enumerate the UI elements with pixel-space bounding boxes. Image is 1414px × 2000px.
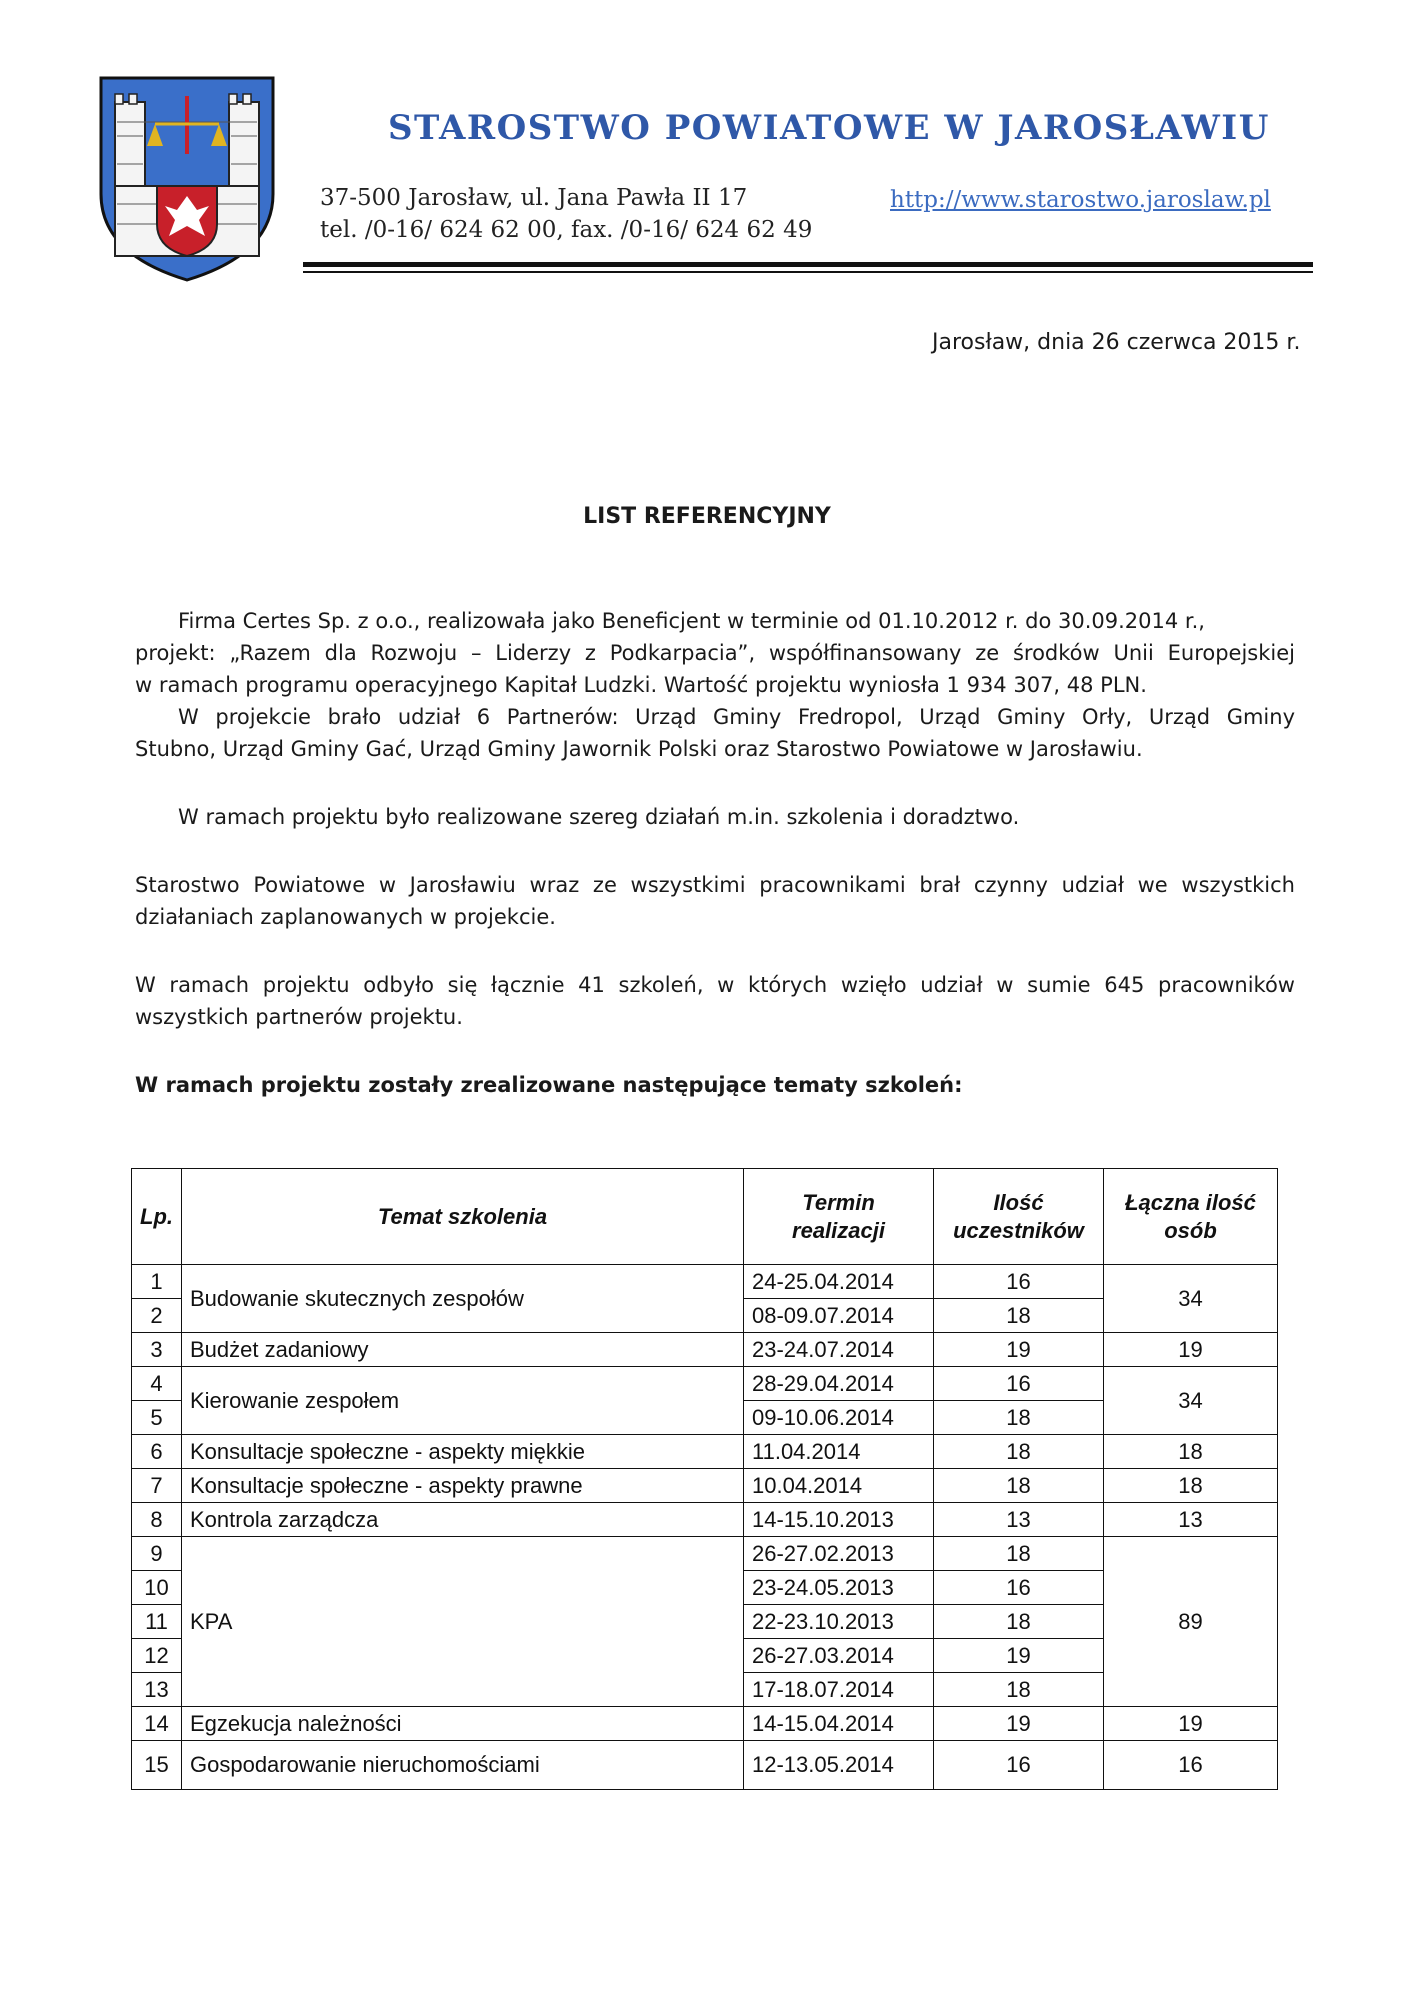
row-topic: KPA: [182, 1537, 744, 1707]
row-topic: Konsultacje społeczne - aspekty miękkie: [182, 1435, 744, 1469]
paragraph-4-line-1: Starostwo Powiatowe w Jarosławiu wraz ze wszystkimi pracownikami brał czynny udział we wszystkich: [135, 873, 1295, 897]
office-address: 37-500 Jarosław, ul. Jana Pawła II 17: [320, 185, 748, 211]
row-topic: Kontrola zarządcza: [182, 1503, 744, 1537]
header-term: [744, 1169, 934, 1265]
header-total-line-2: osób: [1164, 1217, 1217, 1243]
header-total-line-1: Łączna ilość: [1125, 1189, 1256, 1215]
row-lp: 15: [132, 1741, 182, 1790]
row-date: 28-29.04.2014: [744, 1367, 934, 1401]
row-participants: 13: [934, 1503, 1104, 1537]
row-participants: 18: [934, 1673, 1104, 1707]
row-participants: 19: [934, 1639, 1104, 1673]
header-rule-thick: [303, 262, 1313, 267]
header-participants-line-2: uczestników: [953, 1217, 1084, 1243]
row-lp: 2: [132, 1299, 182, 1333]
table-row: [132, 1741, 1278, 1790]
row-date: 10.04.2014: [744, 1469, 934, 1503]
row-participants: 16: [934, 1741, 1104, 1790]
row-participants: 18: [934, 1469, 1104, 1503]
row-lp: 3: [132, 1333, 182, 1367]
header-lp: Lp.: [132, 1169, 182, 1265]
row-lp: 4: [132, 1367, 182, 1401]
table-row: [132, 1469, 1278, 1503]
office-name: STAROSTWO POWIATOWE W JAROSŁAWIU: [388, 108, 1270, 148]
table-row: [132, 1707, 1278, 1741]
table-row: [132, 1333, 1278, 1367]
row-lp: 8: [132, 1503, 182, 1537]
row-date: 26-27.03.2014: [744, 1639, 934, 1673]
row-lp: 5: [132, 1401, 182, 1435]
row-total: 18: [1104, 1435, 1278, 1469]
letter-date: Jarosław, dnia 26 czerwca 2015 r.: [932, 330, 1301, 355]
header-rule-thin: [303, 271, 1313, 273]
table-header-row: [132, 1169, 1278, 1265]
header-term-line-1: Termin: [802, 1189, 875, 1215]
row-participants: 19: [934, 1707, 1104, 1741]
row-participants: 18: [934, 1401, 1104, 1435]
paragraph-2-line-1: W projekcie brało udział 6 Partnerów: Urząd Gminy Fredropol, Urząd Gminy Orły, Urząd Gminy: [178, 705, 1295, 729]
row-topic: Kierowanie zespołem: [182, 1367, 744, 1435]
row-total: 89: [1104, 1537, 1278, 1707]
paragraph-4-line-2: działaniach zaplanowanych w projekcie.: [135, 905, 556, 929]
row-date: 26-27.02.2013: [744, 1537, 934, 1571]
row-date: 23-24.05.2013: [744, 1571, 934, 1605]
row-lp: 9: [132, 1537, 182, 1571]
row-participants: 16: [934, 1367, 1104, 1401]
row-lp: 1: [132, 1265, 182, 1299]
row-lp: 7: [132, 1469, 182, 1503]
paragraph-1-line-1: Firma Certes Sp. z o.o., realizowała jako Beneficjent w terminie od 01.10.2012 r. do 30.09.2014 r.,: [178, 609, 1205, 633]
trainings-table: [131, 1168, 1278, 1790]
row-lp: 12: [132, 1639, 182, 1673]
row-lp: 13: [132, 1673, 182, 1707]
row-participants: 18: [934, 1605, 1104, 1639]
table-row: [132, 1503, 1278, 1537]
table-row: [132, 1265, 1278, 1299]
row-topic: Budowanie skutecznych zespołów: [182, 1265, 744, 1333]
row-total: 34: [1104, 1367, 1278, 1435]
row-date: 11.04.2014: [744, 1435, 934, 1469]
row-total: 16: [1104, 1741, 1278, 1790]
row-lp: 11: [132, 1605, 182, 1639]
table-row: [132, 1537, 1278, 1571]
row-lp: 10: [132, 1571, 182, 1605]
row-date: 22-23.10.2013: [744, 1605, 934, 1639]
office-phone-fax: tel. /0-16/ 624 62 00, fax. /0-16/ 624 62 49: [320, 217, 813, 243]
row-date: 08-09.07.2014: [744, 1299, 934, 1333]
row-date: 17-18.07.2014: [744, 1673, 934, 1707]
row-topic: Egzekucja należności: [182, 1707, 744, 1741]
row-lp: 6: [132, 1435, 182, 1469]
header-participants: [934, 1169, 1104, 1265]
paragraph-1-line-3: w ramach programu operacyjnego Kapitał Ludzki. Wartość projektu wyniosła 1 934 307, 48 PLN.: [135, 673, 1147, 697]
row-total: 19: [1104, 1707, 1278, 1741]
row-date: 14-15.04.2014: [744, 1707, 934, 1741]
row-total: 13: [1104, 1503, 1278, 1537]
coat-of-arms-logo: [97, 74, 277, 284]
row-participants: 18: [934, 1299, 1104, 1333]
row-date: 24-25.04.2014: [744, 1265, 934, 1299]
header-topic: Temat szkolenia: [182, 1169, 744, 1265]
row-total: 19: [1104, 1333, 1278, 1367]
office-website-link[interactable]: http://www.starostwo.jaroslaw.pl: [890, 187, 1271, 213]
row-date: 14-15.10.2013: [744, 1503, 934, 1537]
document-title: LIST REFERENCYJNY: [583, 504, 831, 529]
row-participants: 16: [934, 1265, 1104, 1299]
row-participants: 19: [934, 1333, 1104, 1367]
header-term-line-2: realizacji: [792, 1217, 885, 1243]
row-date: 12-13.05.2014: [744, 1741, 934, 1790]
header-total: [1104, 1169, 1278, 1265]
paragraph-1-line-2: projekt: „Razem dla Rozwoju – Liderzy z Podkarpacia”, współfinansowany ze środków Unii Europejskiej: [135, 641, 1295, 665]
row-lp: 14: [132, 1707, 182, 1741]
paragraph-5-line-2: wszystkich partnerów projektu.: [135, 1005, 463, 1029]
table-heading: W ramach projektu zostały zrealizowane następujące tematy szkoleń:: [135, 1073, 963, 1097]
row-date: 09-10.06.2014: [744, 1401, 934, 1435]
paragraph-2-line-2: Stubno, Urząd Gminy Gać, Urząd Gminy Jawornik Polski oraz Starostwo Powiatowe w Jarosławiu.: [135, 737, 1143, 761]
header-participants-line-1: Ilość: [993, 1189, 1044, 1215]
paragraph-5-line-1: W ramach projektu odbyło się łącznie 41 szkoleń, w których wzięło udział w sumie 645 pracowników: [135, 973, 1295, 997]
row-total: 34: [1104, 1265, 1278, 1333]
paragraph-3: W ramach projektu było realizowane szereg działań m.in. szkolenia i doradztwo.: [178, 805, 1020, 829]
row-total: 18: [1104, 1469, 1278, 1503]
row-topic: Gospodarowanie nieruchomościami: [182, 1741, 744, 1790]
table-row: [132, 1435, 1278, 1469]
row-topic: Budżet zadaniowy: [182, 1333, 744, 1367]
row-participants: 18: [934, 1435, 1104, 1469]
row-topic: Konsultacje społeczne - aspekty prawne: [182, 1469, 744, 1503]
row-participants: 18: [934, 1537, 1104, 1571]
table-row: [132, 1367, 1278, 1401]
row-participants: 16: [934, 1571, 1104, 1605]
row-date: 23-24.07.2014: [744, 1333, 934, 1367]
